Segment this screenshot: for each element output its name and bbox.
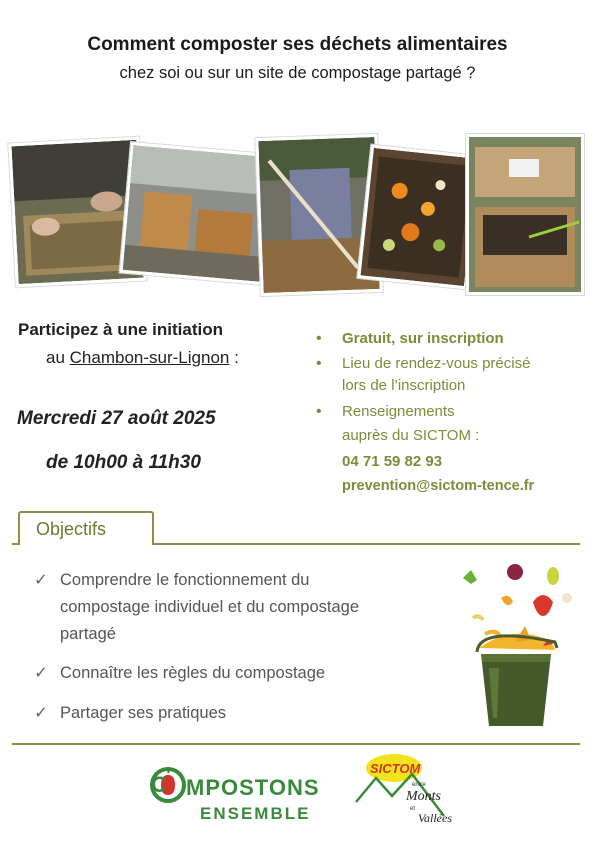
- info-line: lors de l’inscription: [342, 377, 466, 394]
- photo-open-composter: [466, 134, 584, 295]
- email-address[interactable]: prevention@sictom-tence.fr: [342, 478, 535, 494]
- page-subtitle: chez soi ou sur un site de compostage partagé ?: [119, 64, 476, 82]
- location-prefix: au: [46, 348, 65, 367]
- checkmark-icon: ✓: [34, 664, 48, 682]
- checkmark-icon: ✓: [34, 571, 48, 589]
- bullet-icon: •: [316, 403, 322, 420]
- objective-text: compostage individuel et du compostage: [60, 598, 360, 616]
- bullet-icon: •: [316, 330, 322, 347]
- compost-bucket-icon: [445, 558, 585, 734]
- photo-food-scraps: [357, 145, 480, 290]
- phone-number[interactable]: 04 71 59 82 93: [342, 453, 443, 470]
- sictom-vallees: Vallées: [418, 811, 452, 825]
- initiation-heading: Participez à une initiation: [18, 320, 223, 339]
- location-line: [46, 348, 239, 368]
- objective-text: Comprendre le fonctionnement du: [60, 571, 310, 589]
- event-date: Mercredi 27 août 2025: [17, 408, 216, 429]
- sictom-logo: [352, 752, 472, 826]
- event-time: de 10h00 à 11h30: [46, 452, 201, 473]
- checkmark-icon: ✓: [34, 704, 48, 722]
- objectifs-heading: Objectifs: [36, 519, 107, 539]
- page-title: Comment composter ses déchets alimentaires: [87, 34, 508, 55]
- section-divider-bottom: [12, 743, 580, 745]
- objective-text: Partager ses pratiques: [60, 704, 227, 722]
- objective-text: Connaître les règles du compostage: [60, 664, 326, 682]
- sictom-monts: Monts: [406, 789, 441, 804]
- compostons-ensemble-logo: [148, 763, 338, 825]
- info-line: auprès du SICTOM :: [342, 427, 480, 444]
- info-line: Lieu de rendez-vous précisé: [342, 355, 531, 372]
- compostons-word: MPOSTONS: [186, 775, 320, 800]
- location-suffix: :: [234, 348, 239, 367]
- sictom-et: et: [410, 806, 416, 812]
- sictom-entre: entre: [412, 782, 426, 788]
- info-line: Renseignements: [342, 403, 455, 420]
- info-line: Gratuit, sur inscription: [342, 330, 504, 347]
- bullet-icon: •: [316, 355, 322, 372]
- photo-wooden-composters: [120, 142, 275, 285]
- objective-text: partagé: [60, 625, 116, 643]
- sictom-name: SICTOM: [370, 761, 421, 776]
- ensemble-word: ENSEMBLE: [200, 804, 311, 823]
- compostons-letter-c: C: [151, 772, 167, 797]
- location-name: Chambon-sur-Lignon: [69, 348, 230, 367]
